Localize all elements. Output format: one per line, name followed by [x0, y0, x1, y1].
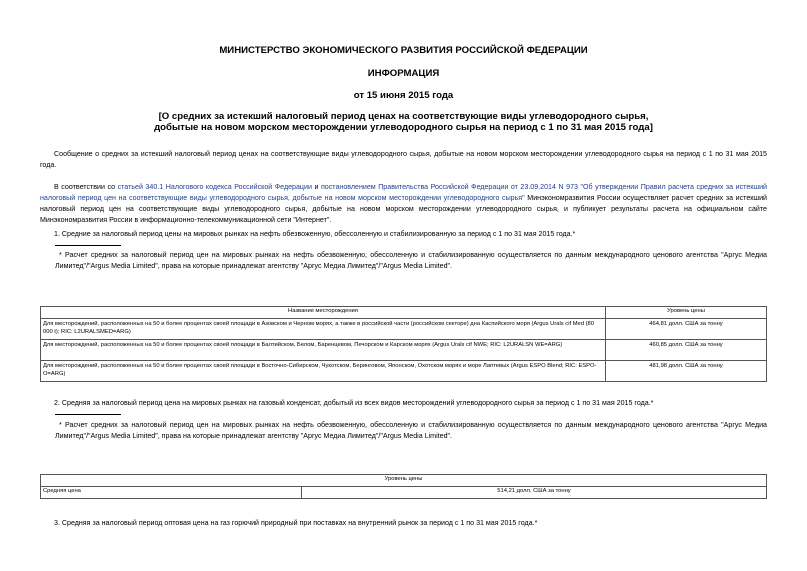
table-header-row	[41, 475, 767, 487]
section-3-heading: 3. Средняя за налоговый период оптовая цена на газ горючий природный при поставках на внутренний рынок за период с 1 по 31 мая 2015 года.*	[54, 519, 538, 527]
section-1-heading: 1. Средние за налоговый период цены на мировых рынках на нефть обезвоженную, обессоленную и стабилизированную за период с 1 по 31 мая 2015 года.*	[54, 230, 576, 238]
column-header-price: Уровень цены	[41, 475, 767, 487]
footnote-divider	[55, 245, 121, 246]
table-row	[41, 487, 767, 499]
government-decree-link[interactable]: постановлением Правительства Российской Федерации от 23.09.2014 N 973 "Об утверждении Правил расчета средних за истекший налоговый период цен на соответствующие виды углеводородного сырья, добытые на новом морском месторождении углеводородного сырья"	[40, 183, 768, 202]
legal-basis-paragraph	[40, 182, 767, 226]
section-2-heading: 2. Средняя за налоговый период цена на мировых рынках на газовый конденсат, добытый из всех видов месторождений углеводородного сырья за период с 1 по 31 мая 2015 года.*	[54, 399, 654, 407]
oil-prices-table	[40, 306, 767, 382]
tax-code-link[interactable]: статьей 340.1 Налогового кодекса Российской Федерации	[117, 183, 312, 191]
column-header-price: Уровень цены	[606, 307, 767, 319]
table-row	[41, 319, 767, 340]
table-row	[41, 361, 767, 382]
condensate-price-table	[40, 474, 767, 499]
price-cell: 464,81 долл. США за тонну	[606, 319, 767, 340]
document-type: ИНФОРМАЦИЯ	[367, 68, 440, 79]
document-title-line-1: [О средних за истекший налоговый период ценах на соответствующие виды углеводородного сырья,	[158, 111, 649, 122]
field-name-cell: Для месторождений, расположенных на 50 и более процентах своей площади в Азовском и Черном морях, а также в российской части (российском секторе) дна Каспийского моря (Argus Urals cif Med (80 000 t); RIC: L2URALSMED=ARG)	[41, 319, 606, 340]
field-name-cell: Для месторождений, расположенных на 50 и более процентах своей площади в Восточно-Сибирском, Чукотском, Беринговом, Японском, Охотском морях и море Лаптевых (Argus ESPO Blend; RIC: ESPO-O=ARG)	[41, 361, 606, 382]
ministry-title: МИНИСТЕРСТВО ЭКОНОМИЧЕСКОГО РАЗВИТИЯ РОССИЙСКОЙ ФЕДЕРАЦИИ	[219, 45, 588, 56]
document-date: от 15 июня 2015 года	[353, 90, 454, 101]
basis-prefix: В соответствии со	[54, 183, 118, 191]
basis-suffix: Минэкономразвития России осуществляет расчет средних за истекший налоговый период цен на соответствующие виды углеводородного сырья, добытые на новом морском месторождении углеводородного сырья, и публикует результаты расчета на официальном сайте Минэкономразвития России в информационно-телекоммуникационной сети "Интернет".	[40, 194, 767, 224]
price-cell: 460,85 долл. США за тонну	[606, 340, 767, 361]
intro-paragraph: Сообщение о средних за истекший налоговый период ценах на соответствующие виды углеводородного сырья, добытые на новом морском месторождении углеводородного сырья на период с 1 по 31 мая 2015 года.	[40, 150, 767, 169]
row-label-cell: Средняя цена	[41, 487, 302, 499]
document-title-line-2: добытые на новом морском месторождении углеводородного сырья на период с 1 по 31 мая 2015 года]	[154, 122, 653, 133]
section-2-footnote: * Расчет средних за налоговый период цен на мировых рынках на нефть обезвоженную, обессоленную и стабилизированную осуществляется по данным международного ценового агентства "Аргус Медиа Лимитед"/"Argus Media Limited", права на которые принадлежат агентству "Аргус Медиа Лимитед"/"Argus Media Limited".	[55, 421, 767, 440]
price-cell: 481,98 долл. США за тонну	[606, 361, 767, 382]
field-name-cell: Для месторождений, расположенных на 50 и более процентах своей площади в Балтийском, Белом, Баренцевом, Печорском и Карском морях (Argus Urals cif NWE; RIC: L2URALSN WE=ARG)	[41, 340, 606, 361]
table-row	[41, 340, 767, 361]
basis-mid: и	[311, 183, 321, 191]
footnote-divider	[55, 414, 121, 415]
column-header-field-name: Название месторождения	[41, 307, 606, 319]
price-cell: 514,21 долл. США за тонну	[302, 487, 767, 499]
section-1-footnote: * Расчет средних за налоговый период цен на мировых рынках на нефть обезвоженную, обессоленную и стабилизированную осуществляется по данным международного ценового агентства "Аргус Медиа Лимитед"/"Argus Media Limited", права на которые принадлежат агентству "Аргус Медиа Лимитед"/"Argus Media Limited".	[55, 251, 767, 270]
table-header-row	[41, 307, 767, 319]
